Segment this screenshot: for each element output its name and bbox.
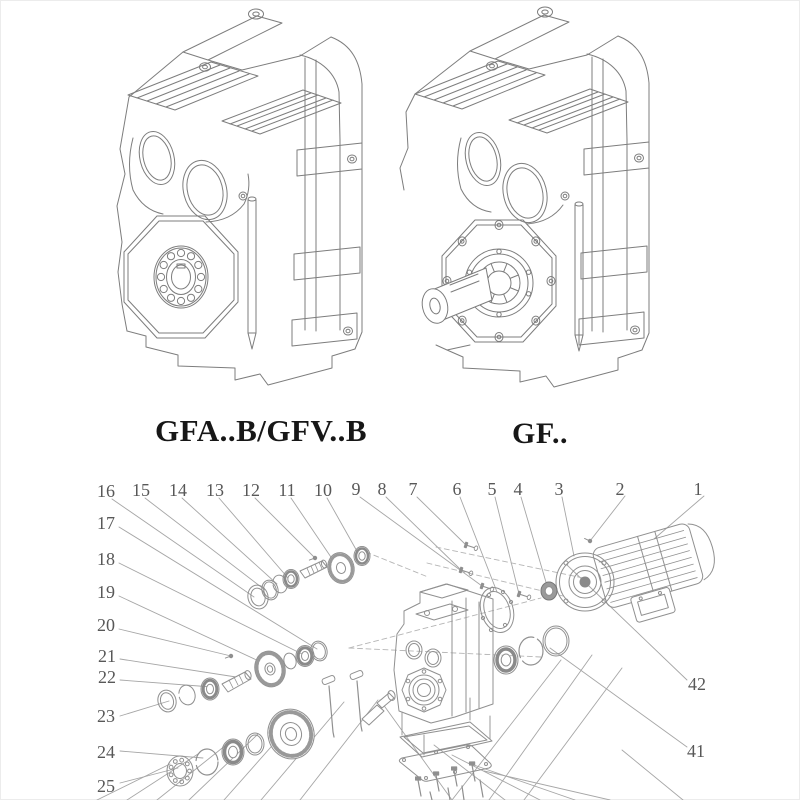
callout-5: 5: [487, 479, 497, 499]
callout-19: 19: [97, 582, 115, 602]
leader-lines: [97, 496, 704, 800]
callout-22: 22: [98, 667, 116, 687]
callout-15: 15: [132, 480, 150, 500]
callout-42: 42: [688, 674, 706, 694]
callout-7: 7: [408, 479, 418, 499]
model-label-hollow-shaft: GFA..B/GFV..B: [154, 413, 368, 448]
callout-20: 20: [97, 615, 115, 635]
input-shaft-assembly: [245, 547, 370, 612]
callout-6: 6: [452, 479, 462, 499]
callout-2: 2: [615, 479, 625, 499]
callout-4: 4: [513, 479, 523, 499]
callout-24: 24: [97, 742, 115, 762]
exploded-parts-diagram: [97, 496, 727, 800]
motor-drawing: [556, 517, 727, 629]
bearing-balls: [157, 249, 204, 304]
gear-housing: [394, 584, 493, 723]
callout-1: 1: [693, 479, 703, 499]
callout-3: 3: [554, 479, 564, 499]
callout-25: 25: [97, 776, 115, 796]
flange-gasket-and-seals: [475, 582, 569, 674]
callout-23: 23: [97, 706, 115, 726]
callout-17: 17: [97, 513, 115, 533]
callout-11: 11: [278, 480, 296, 500]
callout-21: 21: [98, 646, 116, 666]
callout-9: 9: [351, 479, 361, 499]
housing-bottom-cover: [399, 698, 492, 800]
gearbox-drawing-solid-shaft: [400, 7, 649, 387]
callout-16: 16: [97, 481, 115, 501]
output-shaft: [419, 268, 492, 326]
intermediate-shaft-assembly: [155, 639, 329, 714]
callout-14: 14: [169, 480, 187, 500]
callout-41: 41: [687, 741, 705, 761]
callout-8: 8: [377, 479, 387, 499]
callout-13: 13: [206, 480, 224, 500]
gearbox-drawing-hollow-shaft: [117, 9, 362, 385]
model-label-solid-shaft: GF..: [512, 417, 568, 450]
callout-12: 12: [242, 480, 260, 500]
callout-10: 10: [314, 480, 332, 500]
callout-18: 18: [97, 549, 115, 569]
